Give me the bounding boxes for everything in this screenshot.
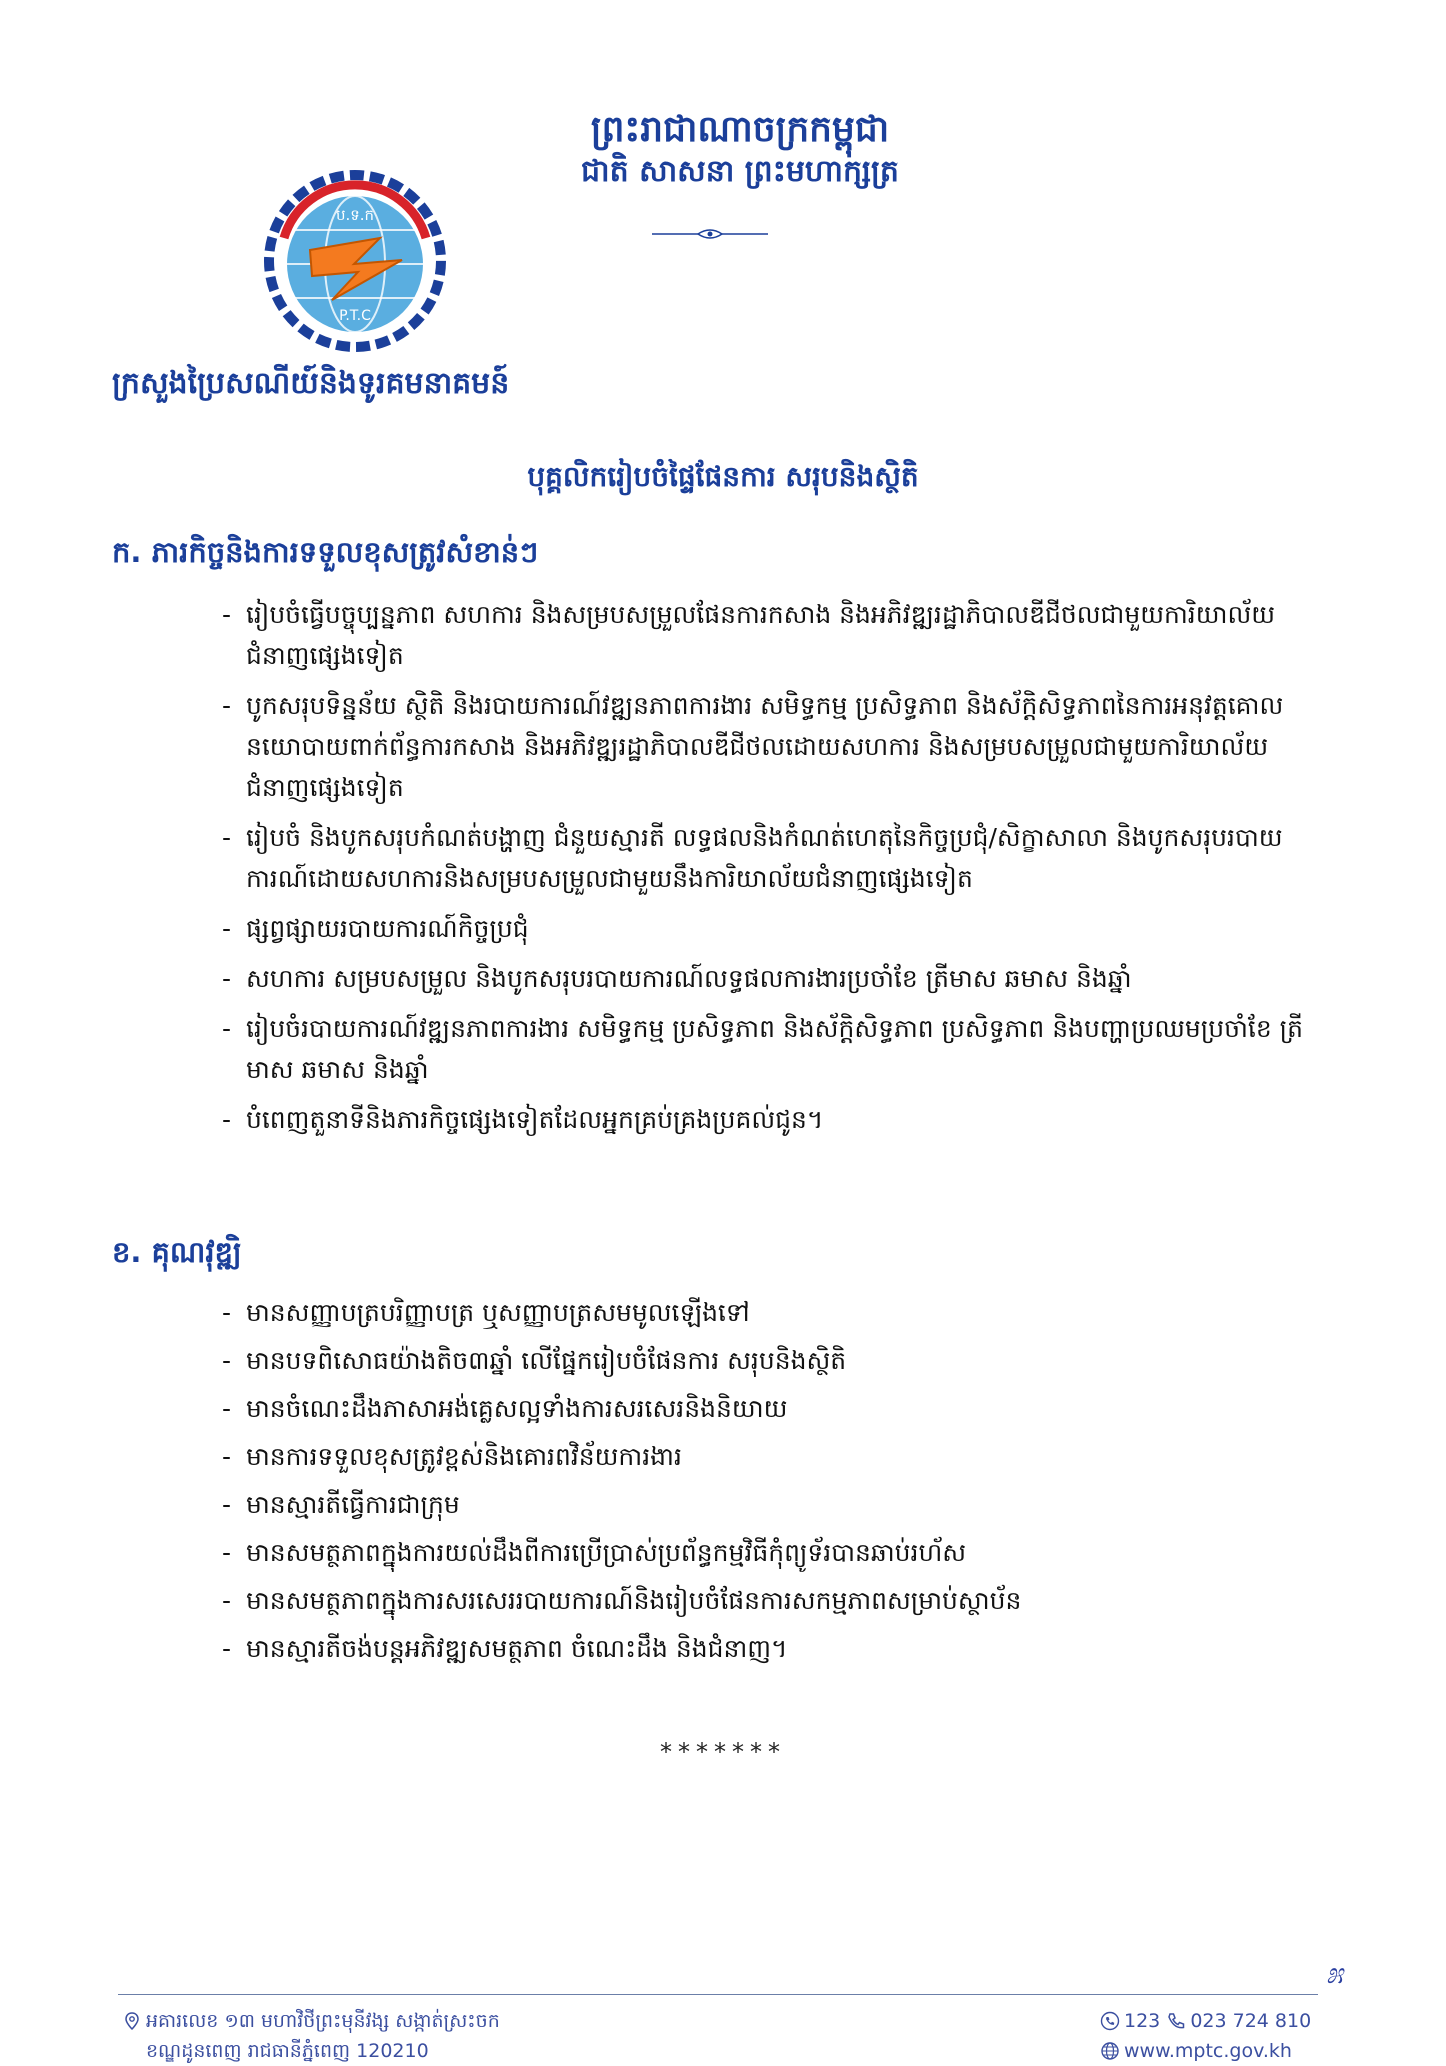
kingdom-line2: ជាតិ សាសនា ព្រះមហាក្សត្រ [581, 154, 899, 189]
list-item: - រៀបចំធ្វើបច្ចុប្បន្នភាព សហការ និងសម្របសម្រួលផែនការកសាង និងអភិវឌ្ឍរដ្ឋាភិបាលឌីជីថលជាមួយការិយាល័យជំនាញផ្សេងទៀត [220, 594, 1330, 676]
list-item: - មានសមត្ថភាពក្នុងការយល់ដឹងពីការប្រើប្រាស់ប្រព័ន្ធកម្មវិធីកុំព្យូទ័របានឆាប់រហ័ស [220, 1532, 1330, 1573]
footer-divider [118, 1994, 1318, 1995]
duties-heading: ក. ភារកិច្ចនិងការទទួលខុសត្រូវសំខាន់ៗ [112, 535, 539, 569]
location-pin-icon [124, 2012, 140, 2030]
list-item: - មានបទពិសោធយ៉ាងតិច៣ឆ្នាំ លើផ្នែករៀបចំផែនការ សរុបនិងស្ថិតិ [220, 1340, 1330, 1381]
list-item: - មានការទទួលខុសត្រូវខ្ពស់និងគោរពវិន័យការងារ [220, 1436, 1330, 1477]
footer-address [124, 2006, 764, 2066]
list-item: - មានស្មារតីធ្វើការជាក្រុម [220, 1484, 1330, 1525]
list-item: - រៀបចំរបាយការណ៍វឌ្ឍនភាពការងារ សមិទ្ធកម្ម ប្រសិទ្ធភាព និងស័ក្តិសិទ្ធភាព ប្រសិទ្ធភាព និងបញ្ហាប្រឈមប្រចាំខែ ត្រីមាស ឆមាស និងឆ្នាំ [220, 1008, 1330, 1090]
footer-contact [1100, 2006, 1340, 2066]
list-item: - ផ្សព្វផ្សាយរបាយការណ៍កិច្ចប្រជុំ [220, 908, 1330, 949]
phone-icon [1166, 2011, 1186, 2031]
globe-icon [1100, 2041, 1120, 2061]
page-mark: ೫ [1326, 1956, 1343, 1991]
list-item: - សហការ សម្របសម្រួល និងបូកសរុបរបាយការណ៍លទ្ធផលការងារប្រចាំខែ ត្រីមាស ឆមាស និងឆ្នាំ [220, 958, 1330, 999]
phone-number[interactable]: 023 724 810 [1190, 2010, 1312, 2032]
qualifications-list [220, 1292, 1330, 1676]
list-item: - មានសមត្ថភាពក្នុងការសរសេររបាយការណ៍និងរៀបចំផែនការសកម្មភាពសម្រាប់ស្ថាប័ន [220, 1580, 1330, 1621]
document-title: បុគ្គលិករៀបចំផ្ទៃផែនការ សរុបនិងស្ថិតិ [527, 460, 919, 493]
ministry-name: ក្រសួងប្រៃសណីយ៍និងទូរគមនាគមន៍ [112, 366, 510, 401]
kingdom-header [530, 108, 950, 192]
ornament-divider [650, 226, 770, 242]
ministry-logo [262, 168, 448, 354]
list-item: - បូកសរុបទិន្នន័យ ស្ថិតិ និងរបាយការណ៍វឌ្ឍនភាពការងារ សមិទ្ធកម្ម ប្រសិទ្ធភាព និងស័ក្តិសិទ្ធភាពនៃការអនុវត្តគោលនយោបាយពាក់ព័ន្ធការកសាង និងអភិវឌ្ឍរដ្ឋាភិបាលឌីជីថលដោយសហការ និងសម្របសម្រួលជាមួយការិយាល័យជំនាញផ្សេងទៀត [220, 685, 1330, 808]
qualifications-heading: ខ. គុណវុឌ្ឍិ [112, 1235, 242, 1269]
logo-top-text: ប.ទ.ក [335, 206, 375, 224]
list-item: - រៀបចំ និងបូកសរុបកំណត់បង្ហាញ ជំនួយស្មារតី លទ្ធផលនិងកំណត់ហេតុនៃកិច្ចប្រជុំ/សិក្ខាសាលា និងបូកសរុបរបាយការណ៍ដោយសហការនិងសម្របសម្រួលជាមួយនឹងការិយាល័យជំនាញផ្សេងទៀត [220, 817, 1330, 899]
list-item: - បំពេញតួនាទីនិងភារកិច្ចផ្សេងទៀតដែលអ្នកគ្រប់គ្រងប្រគល់ជូន។ [220, 1099, 1330, 1140]
list-item: - មានចំណេះដឹងភាសាអង់គ្លេសល្អទាំងការសរសេរនិងនិយាយ [220, 1388, 1330, 1429]
duties-list [220, 594, 1330, 1149]
logo-bottom-text: P.T.C [339, 308, 371, 324]
address-line1: អគារលេខ ១៣ មហាវិថីព្រះមុនីវង្ស សង្កាត់ស្រះចក [146, 2010, 500, 2032]
list-item: - មានសញ្ញាបត្របរិញ្ញាបត្រ ឬសញ្ញាបត្រសមមូលឡើងទៅ [220, 1292, 1330, 1333]
kingdom-line1: ព្រះរាជាណាចក្រកម្ពុជា [590, 109, 890, 150]
website-link[interactable]: www.mptc.gov.kh [1124, 2040, 1292, 2062]
address-line2: ខណ្ឌដូនពេញ រាជធានីភ្នំពេញ 120210 [146, 2040, 429, 2062]
end-marker: ******* [660, 1738, 786, 1766]
list-item: - មានស្មារតីចង់បន្តអភិវឌ្ឍសមត្ថភាព ចំណេះដឹង និងជំនាញ។ [220, 1628, 1330, 1669]
phone-hotline-icon [1100, 2011, 1120, 2031]
hotline-number: 123 [1124, 2010, 1161, 2032]
